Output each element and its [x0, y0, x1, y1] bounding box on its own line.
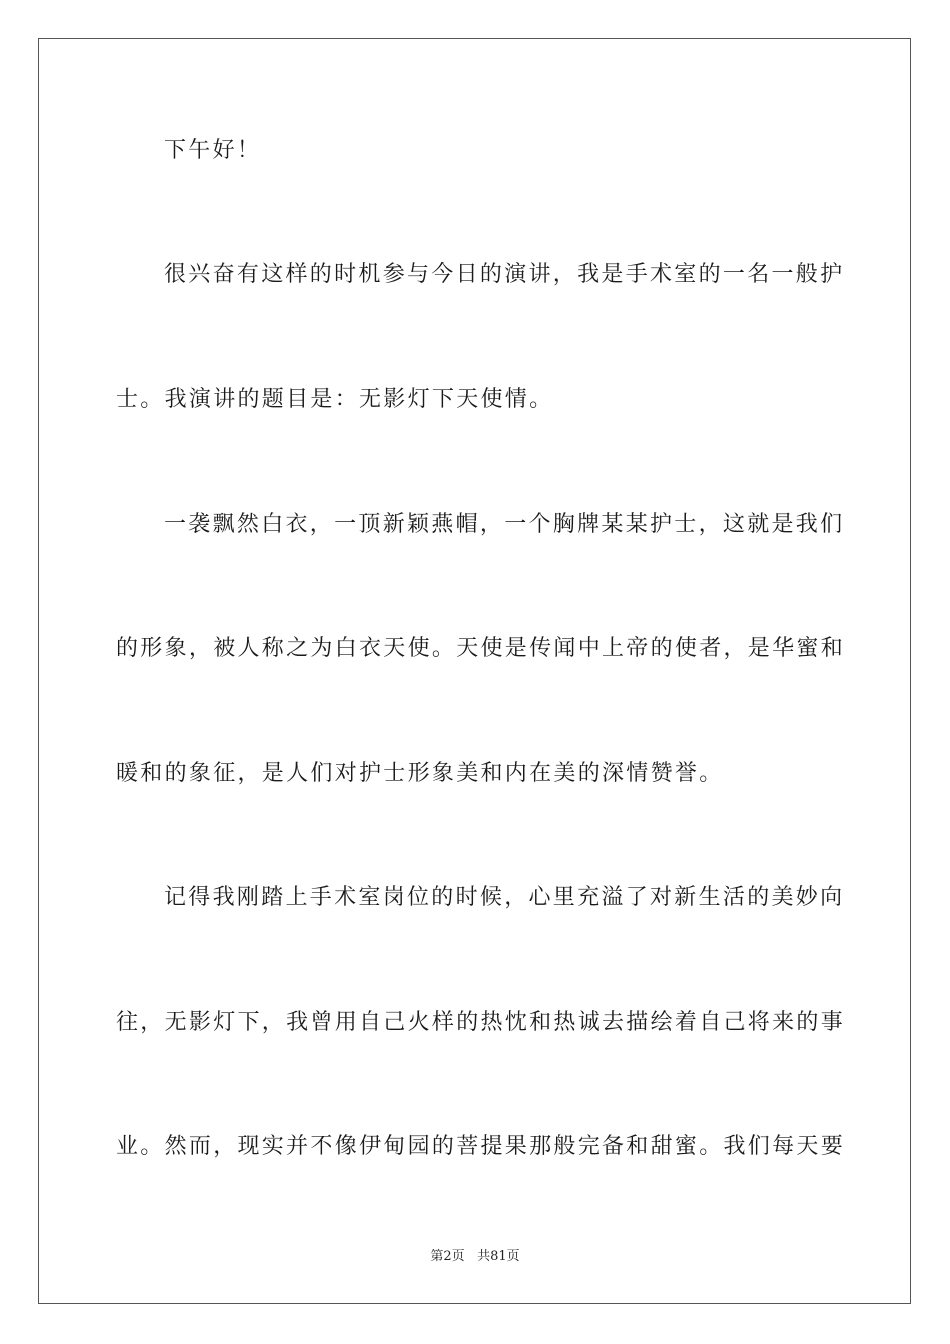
page-border [38, 38, 911, 1304]
paragraph-line: 记得我刚踏上手术室岗位的时候，心里充溢了对新生活的美妙向 [164, 885, 845, 910]
paragraph-line: 很兴奋有这样的时机参与今日的演讲，我是手术室的一名一般护 [164, 262, 845, 287]
paragraph-line: 业。然而，现实并不像伊甸园的菩提果那般完备和甜蜜。我们每天要 [116, 1134, 846, 1159]
paragraph-line: 暖和的象征，是人们对护士形象美和内在美的深情赞誉。 [116, 761, 724, 786]
paragraph-line: 士。我演讲的题目是：无影灯下天使情。 [116, 387, 554, 412]
page-total: 共81页 [477, 1249, 520, 1264]
greeting-line: 下午好！ [164, 138, 262, 163]
paragraph-line: 的形象，被人称之为白衣天使。天使是传闻中上帝的使者，是华蜜和 [116, 636, 846, 661]
page-footer [0, 1248, 950, 1266]
page-number: 第2页 [430, 1249, 465, 1264]
paragraph-line: 一袭飘然白衣，一顶新颖燕帽，一个胸牌某某护士，这就是我们 [164, 512, 845, 537]
paragraph-line: 往，无影灯下，我曾用自己火样的热忱和热诚去描绘着自己将来的事 [116, 1010, 846, 1035]
